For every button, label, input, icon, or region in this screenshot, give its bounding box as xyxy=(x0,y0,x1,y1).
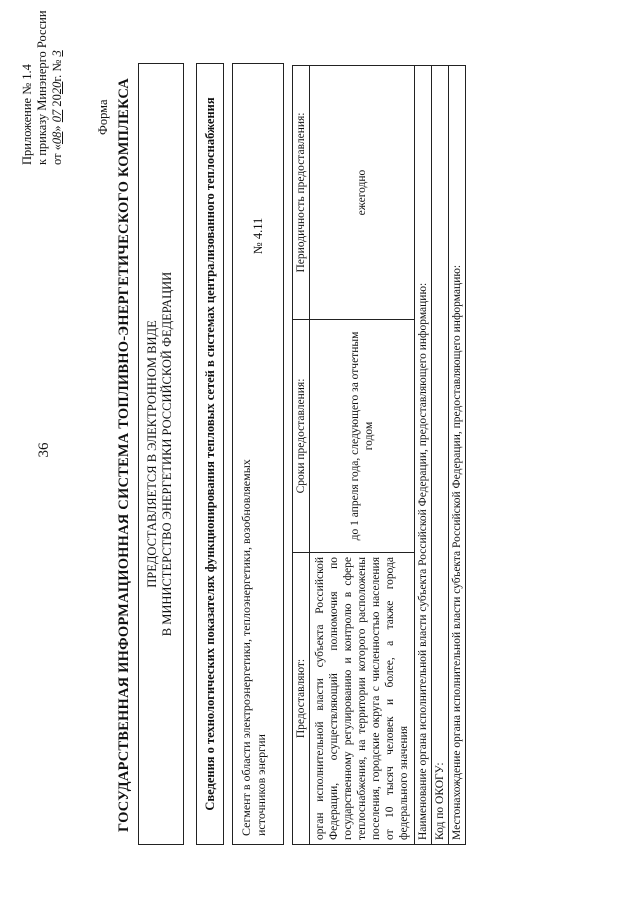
org-name-field[interactable]: Наименование органа исполнительной власти субъекта Российской Федерации, предоставляющего информацию: xyxy=(415,66,432,845)
submission-line-1: ПРЕДОСТАВЛЯЕТСЯ В ЭЛЕКТРОННОМ ВИДЕ xyxy=(145,320,159,588)
date-mid: » xyxy=(50,125,64,132)
table-row xyxy=(449,66,466,845)
form-number: № 4.11 xyxy=(250,217,265,255)
header-providers: Предоставляют: xyxy=(293,553,310,845)
table-row xyxy=(432,66,449,845)
order-no-label: г. № xyxy=(50,59,64,82)
date-day: 08 xyxy=(50,131,64,145)
submission-box xyxy=(138,63,184,845)
date-month: 07 xyxy=(50,109,64,123)
appendix-title: Приложение № 1.4 xyxy=(20,64,34,165)
header-periodicity: Периодичность предоставления: xyxy=(293,66,310,320)
submission-line-2: В МИНИСТЕРСТВО ЭНЕРГЕТИКИ РОССИЙСКОЙ ФЕДЕРАЦИИ xyxy=(160,271,174,637)
appendix-date-line xyxy=(50,5,65,165)
appendix-block xyxy=(20,5,65,165)
deadline-cell: до 1 апреля года, следующего за отчетным годом xyxy=(310,320,415,553)
report-title: Сведения о технологических показателях функционирования тепловых сетей в системах централизованного теплоснабжения xyxy=(196,63,224,845)
date-prefix: от « xyxy=(50,144,64,165)
table-header-row xyxy=(293,66,310,845)
periodicity-cell: ежегодно xyxy=(310,66,415,320)
date-year-prefix: 20 xyxy=(50,94,64,107)
order-number: 3 xyxy=(50,50,64,57)
date-year: 20 xyxy=(50,81,64,95)
okogu-field[interactable]: Код по ОКОГУ: xyxy=(432,66,449,845)
header-deadline: Сроки предоставления: xyxy=(293,320,310,553)
main-title: ГОСУДАРСТВЕННАЯ ИНФОРМАЦИОННАЯ СИСТЕМА ТОПЛИВНО-ЭНЕРГЕТИЧЕСКОГО КОМПЛЕКСА xyxy=(116,78,132,832)
table-row xyxy=(415,66,432,845)
segment-text: Сегмент в области электроэнергетики, теплоэнергетики, возобновляемых источников энергии xyxy=(239,459,268,836)
location-field[interactable]: Местонахождение органа исполнительной власти субъекта Российской Федерации, предоставляющего информацию: xyxy=(449,66,466,845)
segment-box xyxy=(232,63,284,845)
report-table xyxy=(292,65,466,845)
form-label: Форма xyxy=(96,99,110,135)
appendix-order: к приказу Минэнерго России xyxy=(35,10,49,165)
provider-cell: орган исполнительной власти субъекта Российской Федерации, осуществляющий полномочия по государственному регулированию и контролю в сфере теплоснабжения, на территории которого расположены поселения, городские округа с численностью населения от 10 тысяч человек и более, а также города федерального значения xyxy=(310,553,415,845)
table-row xyxy=(310,66,415,845)
page-number: 36 xyxy=(36,442,52,458)
